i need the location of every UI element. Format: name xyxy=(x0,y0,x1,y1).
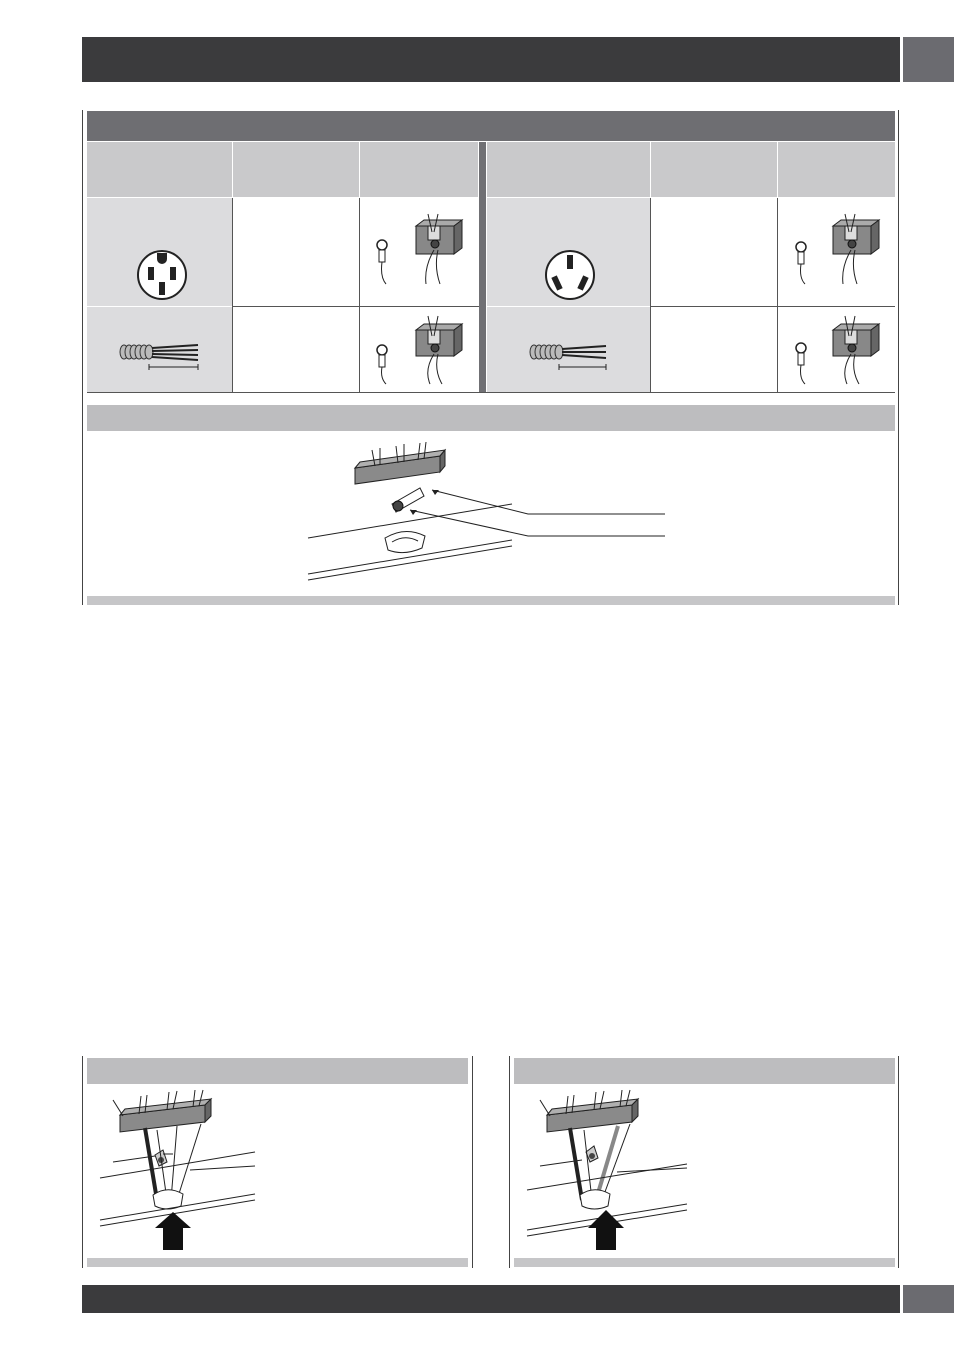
conduit-install-illustration xyxy=(522,1090,692,1250)
four-prong-outlet-icon xyxy=(136,249,188,301)
ring-terminal-block-icon xyxy=(785,212,895,292)
col-header-receptacle-left xyxy=(87,142,232,197)
figure-left-border-right xyxy=(472,1056,473,1268)
page-footer-bar xyxy=(82,1285,954,1313)
grid-line xyxy=(233,306,479,307)
figure-left-border xyxy=(82,1056,83,1268)
page-header-tab xyxy=(900,37,954,82)
grid-line xyxy=(651,306,895,307)
page-footer-tab xyxy=(900,1285,954,1313)
ring-terminal-block-icon xyxy=(368,312,478,392)
strain-relief-header xyxy=(87,405,895,431)
wiring-section-footer xyxy=(87,596,895,605)
col-header-terminal-right xyxy=(778,142,895,197)
four-wire-cable-icon xyxy=(118,335,202,375)
section-right-border xyxy=(898,110,899,605)
figure-right-border xyxy=(898,1056,899,1268)
cord-install-illustration xyxy=(95,1090,260,1250)
col-header-terminal-left xyxy=(360,142,478,197)
wiring-section-header xyxy=(87,111,895,141)
conduit-install-header xyxy=(514,1058,895,1084)
figure-right-border-left xyxy=(509,1056,510,1268)
terminal-block-strain-relief-illustration xyxy=(300,438,670,588)
col-header-description-left xyxy=(233,142,359,197)
col-header-receptacle-right xyxy=(487,142,650,197)
ring-terminal-block-icon xyxy=(785,312,895,392)
three-prong-outlet-icon xyxy=(544,249,596,301)
ring-terminal-block-icon xyxy=(368,212,478,292)
cord-install-footer xyxy=(87,1258,468,1267)
cord-install-header xyxy=(87,1058,468,1084)
page-header-bar xyxy=(82,37,954,82)
grid-line xyxy=(87,392,895,393)
grid-line xyxy=(777,198,778,392)
table-center-divider xyxy=(479,142,486,392)
section-left-border xyxy=(82,110,83,605)
grid-line xyxy=(359,198,360,392)
grid-line xyxy=(232,198,233,392)
col-header-description-right xyxy=(651,142,777,197)
three-wire-cable-icon xyxy=(528,335,612,375)
grid-line xyxy=(650,198,651,392)
conduit-install-footer xyxy=(514,1258,895,1267)
